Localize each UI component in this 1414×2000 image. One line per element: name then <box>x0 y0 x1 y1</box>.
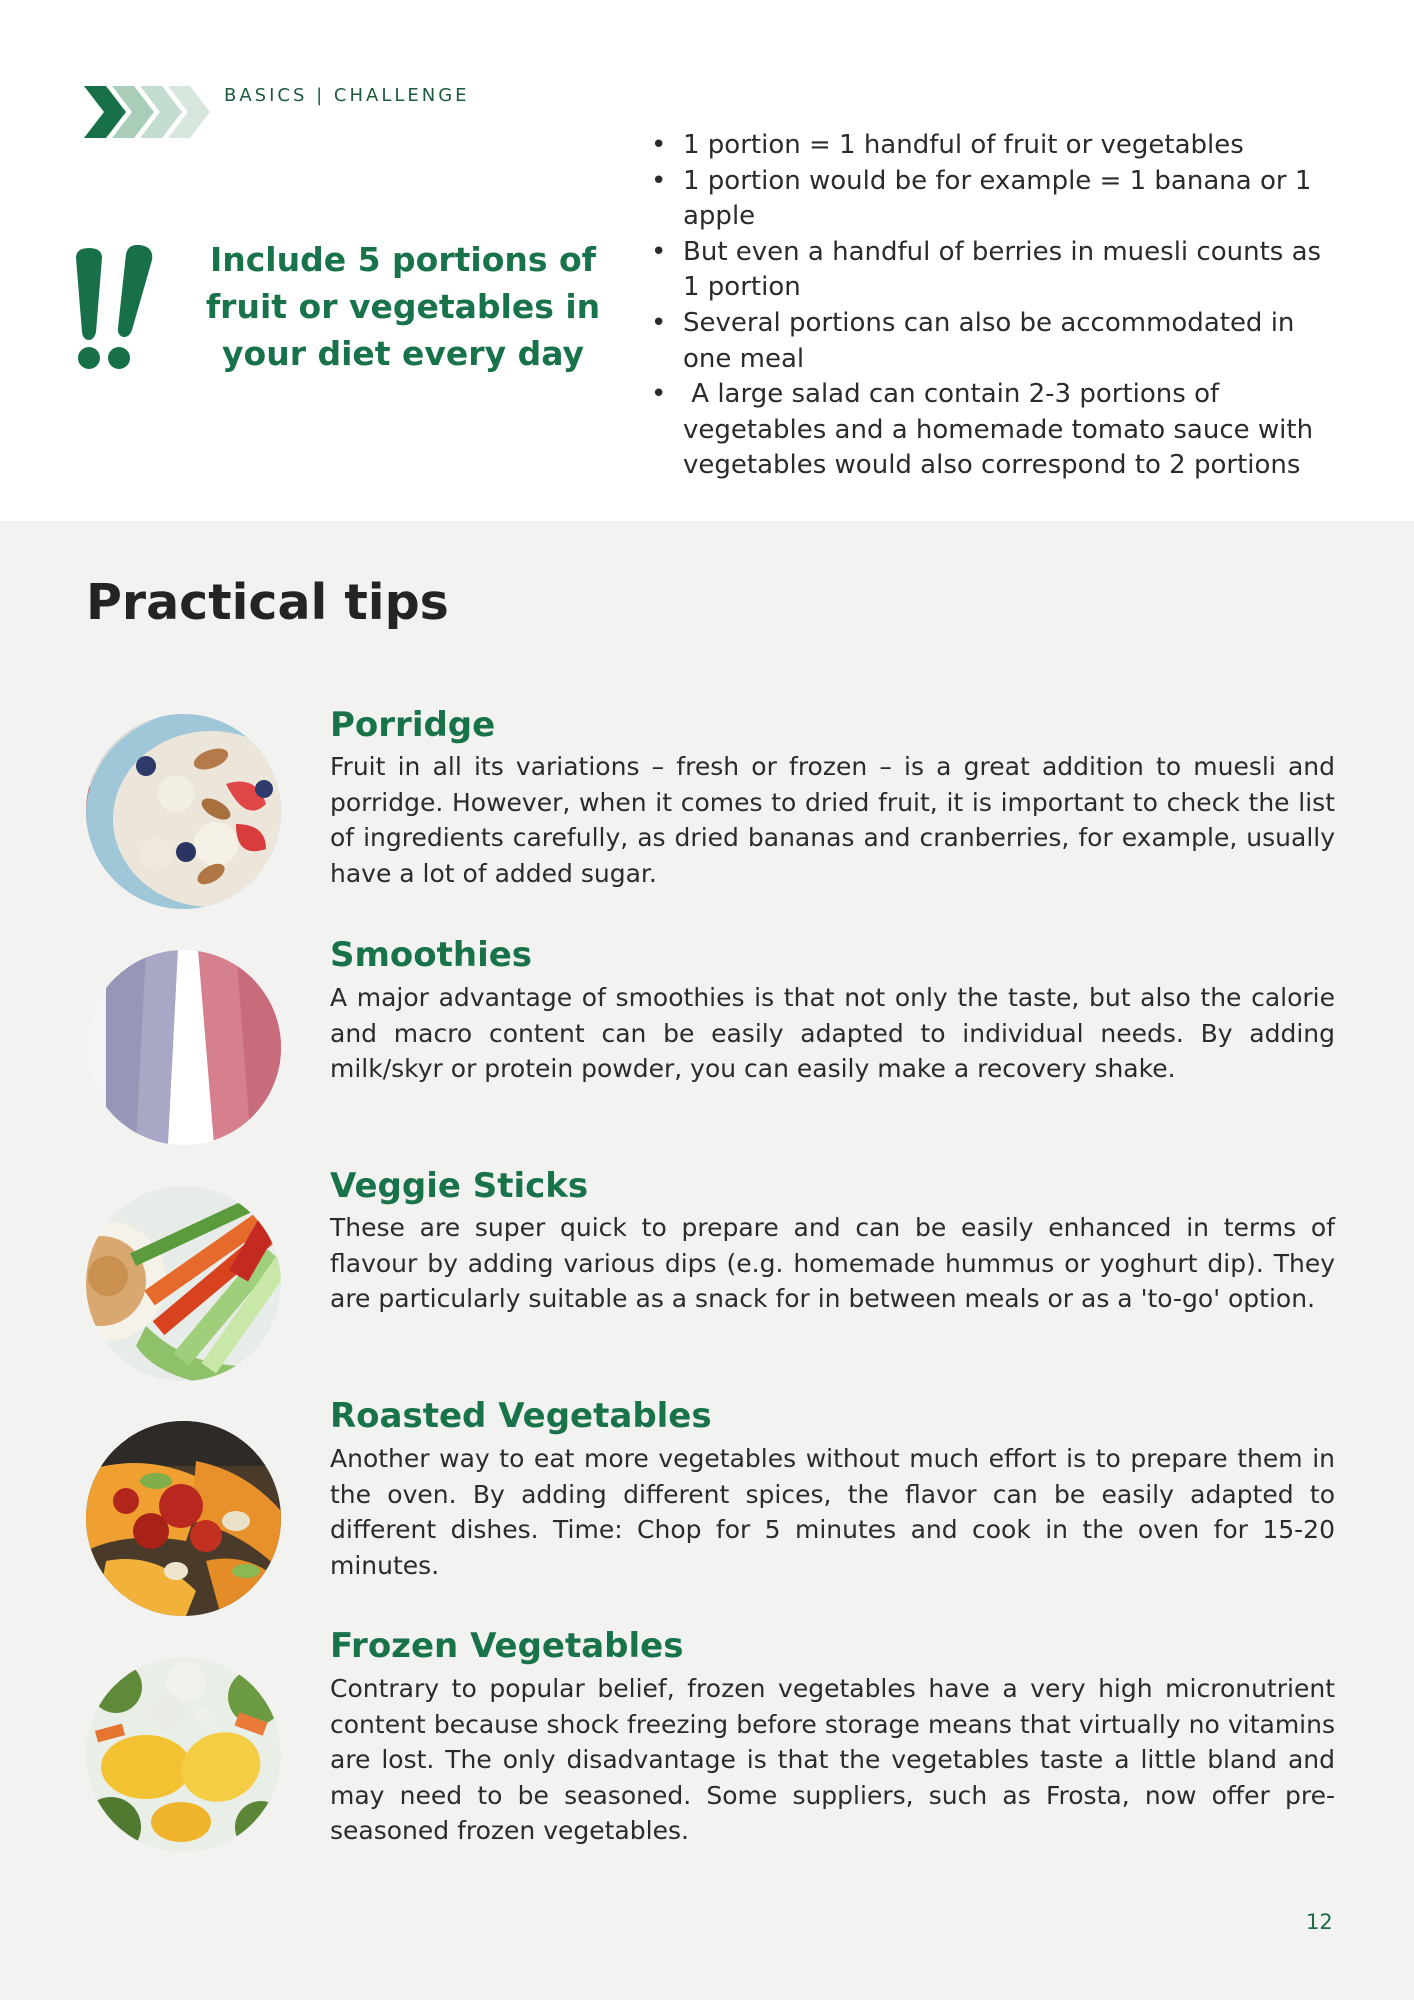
tip-title-roasted-vegetables: Roasted Vegetables <box>330 1396 712 1436</box>
tip-title-smoothies: Smoothies <box>330 935 533 975</box>
bullet-dot: • <box>651 379 667 410</box>
tip-title-porridge: Porridge <box>330 705 496 745</box>
tip-text-frozen-vegetables: Contrary to popular belief, frozen vegetables have a very high micronutrient content because shock freezing before storage means that virtually no vitamins are lost. The only disadvantage is that the vegetables taste a little bland and may need to be seasoned. Some suppliers, such as Frosta, now offer pre-seasoned frozen vegetables. <box>330 1674 1335 1846</box>
bullet-item: • 1 portion would be for example = 1 banana or 1 apple <box>651 165 1312 232</box>
roasted-vegetables-image <box>86 1421 281 1616</box>
tip-text-veggie-sticks: These are super quick to prepare and can be easily enhanced in terms of flavour by adding various dips (e.g. homemade hummus or yoghurt dip). They are particularly suitable as a snack for in between meals or as a 'to-go' option. <box>330 1213 1335 1314</box>
chevron-arrows-icon <box>84 86 212 138</box>
bullet-item: • A large salad can contain 2-3 portions of vegetables and a homemade tomato sauce with vegetables would also correspond to 2 portions <box>651 379 1322 481</box>
page-number: 12 <box>1306 1910 1333 1934</box>
porridge-image <box>86 714 281 909</box>
frozen-vegetables-image <box>86 1657 281 1852</box>
smoothies-image <box>86 950 281 1145</box>
bullet-dot: • <box>651 307 667 338</box>
tip-text-porridge: Fruit in all its variations – fresh or frozen – is a great addition to muesli and porridge. However, when it comes to dried fruit, it is important to check the list of ingredients carefully, as dried bananas and cranberries, for example, usually have a lot of added sugar. <box>330 752 1335 888</box>
callout-heading: Include 5 portions of fruit or vegetables in your diet every day <box>205 240 601 373</box>
bullet-item: • But even a handful of berries in muesli counts as 1 portion <box>651 236 1322 303</box>
bullet-dot: • <box>651 130 667 160</box>
bullet-item: • 1 portion = 1 handful of fruit or vegetables <box>683 128 1343 164</box>
tip-title-frozen-vegetables: Frozen Vegetables <box>330 1626 684 1666</box>
veggie-sticks-image <box>86 1186 281 1381</box>
tip-text-roasted-vegetables: Another way to eat more vegetables without much effort is to prepare them in the oven. By adding different spices, the flavor can be easily adapted to different dishes. Time: Chop for 5 minutes and cook in the oven for 15-20 minutes. <box>330 1444 1335 1580</box>
portion-bullet-list <box>651 128 1343 484</box>
section-title: Practical tips <box>86 574 449 631</box>
bullet-item: • Several portions can also be accommodated in one meal <box>651 307 1295 374</box>
tip-text-smoothies: A major advantage of smoothies is that not only the taste, but also the calorie and macro content can be easily adapted to individual needs. By adding milk/skyr or protein powder, you can easily make a recovery shake. <box>330 983 1335 1084</box>
double-exclamation-icon <box>72 244 158 374</box>
breadcrumb: BASICS | CHALLENGE <box>224 85 470 106</box>
tip-title-veggie-sticks: Veggie Sticks <box>330 1166 589 1206</box>
bullet-dot: • <box>651 236 667 267</box>
bullet-dot: • <box>651 165 667 196</box>
